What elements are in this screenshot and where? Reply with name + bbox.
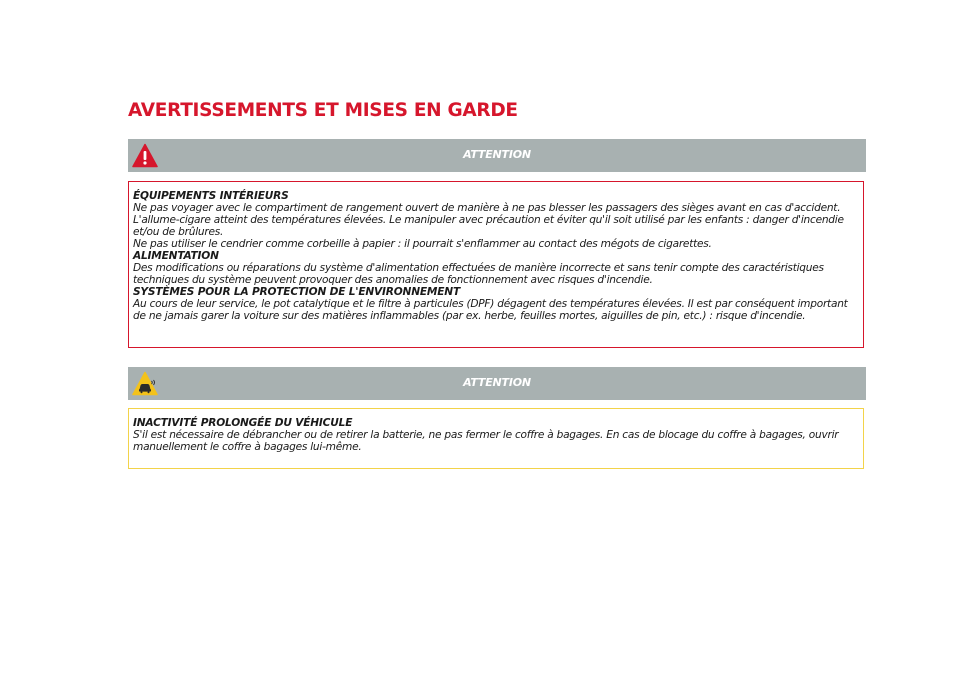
warning-box-interior [128,181,864,348]
attention-label: ATTENTION [463,376,531,389]
caution-box-inactivity [128,408,864,469]
section-heading: ALIMENTATION [133,250,219,262]
paragraph: Ne pas utiliser le cendrier comme corbeille à papier : il pourrait s'enflammer au contact des mégots de cigarettes. [133,238,712,250]
attention-label: ATTENTION [463,148,531,161]
paragraph: S'il est nécessaire de débrancher ou de retirer la batterie, ne pas fermer le coffre à bagages. En cas de blocage du coffre à bagages, ouvrir manuellement le coffre à bagages lui-même. [133,429,839,453]
paragraph: Des modifications ou réparations du système d'alimentation effectuées de manière incorrecte et sans tenir compte des caractéristiques techniques du système peuvent provoquer des anomalies de fonctionnement avec risques d'incendie. [133,262,824,286]
section-heading: INACTIVITÉ PROLONGÉE DU VÉHICULE [133,417,353,429]
attention-banner-danger [128,139,866,172]
paragraph: Au cours de leur service, le pot catalytique et le filtre à particules (DPF) dégagent des températures élevées. Il est par conséquent important de ne jamais garer la voiture sur des matières inflammables (par ex. herbe, feuilles mortes, aiguilles de pin, etc.) : risque d'incendie. [133,298,848,322]
section-heading: ÉQUIPEMENTS INTÉRIEURS [133,190,289,202]
attention-banner-caution [128,367,866,400]
paragraph: L'allume-cigare atteint des températures élevées. Le manipuler avec précaution et éviter qu'il soit utilisé par les enfants : danger d'incendie et/ou de brûlures. [133,214,844,238]
paragraph: Ne pas voyager avec le compartiment de rangement ouvert de manière à ne pas blesser les passagers des sièges avant en cas d'accident. [133,202,841,214]
section-heading: SYSTÈMES POUR LA PROTECTION DE L'ENVIRONNEMENT [133,286,460,298]
page-title: AVERTISSEMENTS ET MISES EN GARDE [128,100,518,121]
